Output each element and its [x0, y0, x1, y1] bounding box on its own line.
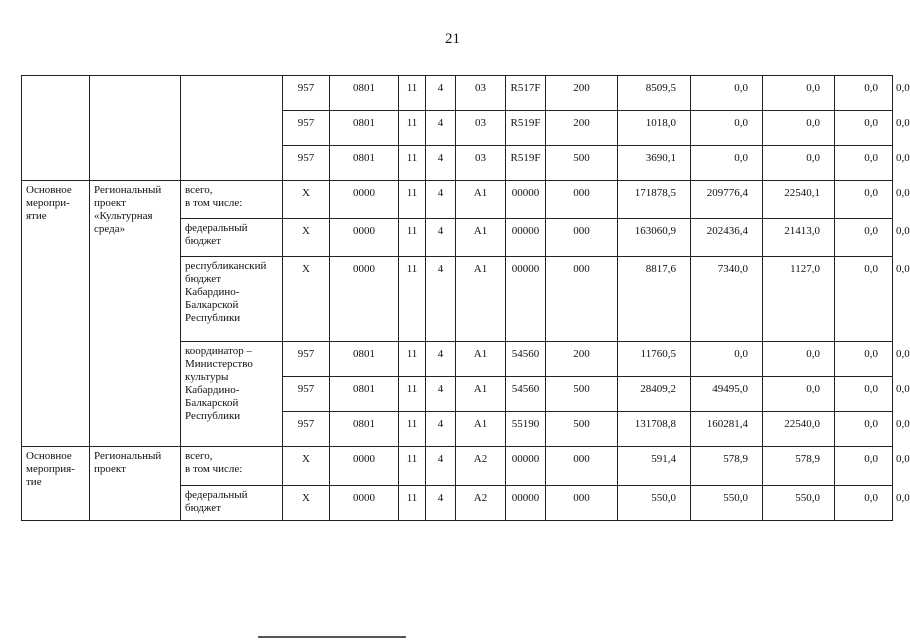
target-item-cell: 55190: [506, 412, 546, 447]
sum-year4-cell: 0,0: [835, 219, 893, 257]
grbs-cell: X: [283, 257, 330, 342]
sum-year2-cell: 7340,0: [691, 257, 763, 342]
sum-year1-cell: 163060,9: [618, 219, 691, 257]
table-row: Основное мероприя- тие Региональный проект всего, в том числе: X 0000 11 4 A2 00000 000 591,4 578,9 578,9 0,0 0,0: [22, 447, 893, 486]
sum-year2-cell: 202436,4: [691, 219, 763, 257]
target-item-cell: 00000: [506, 447, 546, 486]
source-label: федеральный бюджет: [181, 219, 283, 257]
target-item-cell: R517F: [506, 76, 546, 111]
target-item-cell: 54560: [506, 377, 546, 412]
sum-year4-cell: 0,0: [835, 76, 893, 111]
subprogram-cell: 4: [426, 146, 456, 181]
sum-year1-cell: 11760,5: [618, 342, 691, 377]
bottom-rule: [258, 636, 406, 638]
grbs-cell: 957: [283, 146, 330, 181]
budget-table: [21, 75, 910, 521]
grbs-cell: X: [283, 447, 330, 486]
sum-year2-cell: 550,0: [691, 486, 763, 521]
sum-year3-cell: 1127,0: [763, 257, 835, 342]
activity-cell-empty: [22, 76, 90, 181]
subprogram-cell: 4: [426, 76, 456, 111]
event-code-cell: 03: [456, 76, 506, 111]
sum-year4-cell: 0,0: [835, 377, 893, 412]
sum-year3-cell: 0,0: [763, 146, 835, 181]
sum-year3-cell: 0,0: [763, 111, 835, 146]
section-cell: 0801: [330, 111, 399, 146]
section-cell: 0801: [330, 377, 399, 412]
sum-year1-cell: 591,4: [618, 447, 691, 486]
sum-year2-cell: 0,0: [691, 111, 763, 146]
event-code-cell: A1: [456, 412, 506, 447]
sum-year4-cell: 0,0: [835, 447, 893, 486]
section-cell: 0000: [330, 257, 399, 342]
program-cell: 11: [399, 257, 426, 342]
sum-year4-cell: 0,0: [835, 146, 893, 181]
source-label: федеральный бюджет: [181, 486, 283, 521]
expense-type-cell: 200: [546, 111, 618, 146]
subprogram-cell: 4: [426, 377, 456, 412]
subprogram-cell: 4: [426, 486, 456, 521]
sum-year2-cell: 49495,0: [691, 377, 763, 412]
section-cell: 0801: [330, 412, 399, 447]
subprogram-cell: 4: [426, 111, 456, 146]
target-item-cell: 00000: [506, 257, 546, 342]
sum-year1-cell: 3690,1: [618, 146, 691, 181]
source-cell-empty: [181, 76, 283, 181]
table-row: 957 0801 11 4 A1 54560 500 28409,2 49495,0 0,0 0,0 0,0: [22, 377, 893, 412]
subprogram-cell: 4: [426, 219, 456, 257]
table-row: координатор – Министерство культуры Кабардино- Балкарской Республики 957 0801 11 4 A1 54560 200 11760,5 0,0 0,0 0,0 0,0: [22, 342, 893, 377]
grbs-cell: 957: [283, 377, 330, 412]
activity-label: Основное мероприя- тие: [22, 447, 90, 521]
expense-type-cell: 500: [546, 377, 618, 412]
sum-year4-cell: 0,0: [835, 412, 893, 447]
sum-year3-cell: 22540,1: [763, 181, 835, 219]
table-row: республиканский бюджет Кабардино- Балкарской Республики X 0000 11 4 A1 00000 000 8817,6 7340,0 1127,0 0,0 0,0: [22, 257, 893, 342]
table-row: 957 0801 11 4 03 R519F 500 3690,1 0,0 0,0 0,0 0,0: [22, 146, 893, 181]
target-item-cell: 00000: [506, 486, 546, 521]
subprogram-cell: 4: [426, 412, 456, 447]
expense-type-cell: 000: [546, 181, 618, 219]
project-label: Региональный проект: [90, 447, 181, 521]
program-cell: 11: [399, 412, 426, 447]
table-row: 957 0801 11 4 03 R519F 200 1018,0 0,0 0,0 0,0 0,0: [22, 111, 893, 146]
sum-year4-cell: 0,0: [835, 181, 893, 219]
sum-year1-cell: 28409,2: [618, 377, 691, 412]
section-cell: 0000: [330, 181, 399, 219]
project-label: Региональный проект «Культурная среда»: [90, 181, 181, 447]
sum-year1-cell: 8817,6: [618, 257, 691, 342]
program-cell: 11: [399, 181, 426, 219]
sum-year3-cell: 0,0: [763, 377, 835, 412]
sum-year3-cell: 21413,0: [763, 219, 835, 257]
event-code-cell: 03: [456, 111, 506, 146]
expense-type-cell: 500: [546, 146, 618, 181]
section-cell: 0000: [330, 447, 399, 486]
sum-year1-cell: 1018,0: [618, 111, 691, 146]
sum-year4-cell: 0,0: [835, 257, 893, 342]
sum-year2-cell: 209776,4: [691, 181, 763, 219]
grbs-cell: X: [283, 181, 330, 219]
target-item-cell: R519F: [506, 111, 546, 146]
subprogram-cell: 4: [426, 181, 456, 219]
section-cell: 0801: [330, 146, 399, 181]
event-code-cell: A1: [456, 181, 506, 219]
project-cell-empty: [90, 76, 181, 181]
sum-year1-cell: 131708,8: [618, 412, 691, 447]
expense-type-cell: 000: [546, 486, 618, 521]
section-cell: 0000: [330, 219, 399, 257]
table-row: федеральный бюджет X 0000 11 4 A2 00000 000 550,0 550,0 550,0 0,0 0,0: [22, 486, 893, 521]
event-code-cell: A1: [456, 257, 506, 342]
expense-type-cell: 000: [546, 257, 618, 342]
sum-year4-cell: 0,0: [835, 111, 893, 146]
expense-type-cell: 200: [546, 342, 618, 377]
event-code-cell: A2: [456, 486, 506, 521]
program-cell: 11: [399, 76, 426, 111]
target-item-cell: 54560: [506, 342, 546, 377]
program-cell: 11: [399, 486, 426, 521]
sum-year4-cell: 0,0: [835, 486, 893, 521]
grbs-cell: 957: [283, 111, 330, 146]
event-code-cell: A1: [456, 219, 506, 257]
source-label: всего, в том числе:: [181, 181, 283, 219]
table-row: Основное меропри- ятие Региональный проект «Культурная среда» всего, в том числе: X 0000 11 4 A1 00000 000 171878,5 209776,4 22540,1 0,0 0,0: [22, 181, 893, 219]
target-item-cell: 00000: [506, 181, 546, 219]
expense-type-cell: 000: [546, 219, 618, 257]
sum-year3-cell: 0,0: [763, 342, 835, 377]
event-code-cell: 03: [456, 146, 506, 181]
program-cell: 11: [399, 219, 426, 257]
expense-type-cell: 000: [546, 447, 618, 486]
sum-year3-cell: 550,0: [763, 486, 835, 521]
event-code-cell: A1: [456, 342, 506, 377]
expense-type-cell: 500: [546, 412, 618, 447]
program-cell: 11: [399, 146, 426, 181]
sum-year3-cell: 22540,0: [763, 412, 835, 447]
sum-year2-cell: 0,0: [691, 146, 763, 181]
program-cell: 11: [399, 111, 426, 146]
sum-year2-cell: 578,9: [691, 447, 763, 486]
sum-year1-cell: 8509,5: [618, 76, 691, 111]
grbs-cell: 957: [283, 76, 330, 111]
subprogram-cell: 4: [426, 342, 456, 377]
sum-year1-cell: 550,0: [618, 486, 691, 521]
page-number: 21: [445, 31, 460, 47]
grbs-cell: 957: [283, 342, 330, 377]
sum-year1-cell: 171878,5: [618, 181, 691, 219]
sum-year3-cell: 578,9: [763, 447, 835, 486]
sum-year3-cell: 0,0: [763, 76, 835, 111]
program-cell: 11: [399, 447, 426, 486]
source-label: всего, в том числе:: [181, 447, 283, 486]
sum-year4-cell: 0,0: [835, 342, 893, 377]
program-cell: 11: [399, 377, 426, 412]
subprogram-cell: 4: [426, 447, 456, 486]
source-label: координатор – Министерство культуры Кабардино- Балкарской Республики: [181, 342, 283, 447]
sum-year2-cell: 160281,4: [691, 412, 763, 447]
sum-year2-cell: 0,0: [691, 76, 763, 111]
subprogram-cell: 4: [426, 257, 456, 342]
grbs-cell: X: [283, 219, 330, 257]
grbs-cell: 957: [283, 412, 330, 447]
section-cell: 0801: [330, 342, 399, 377]
target-item-cell: 00000: [506, 219, 546, 257]
program-cell: 11: [399, 342, 426, 377]
table-row: федеральный бюджет X 0000 11 4 A1 00000 000 163060,9 202436,4 21413,0 0,0 0,0: [22, 219, 893, 257]
target-item-cell: R519F: [506, 146, 546, 181]
expense-type-cell: 200: [546, 76, 618, 111]
event-code-cell: A1: [456, 377, 506, 412]
table-row: 957 0801 11 4 03 R517F 200 8509,5 0,0 0,0 0,0 0,0: [22, 76, 893, 111]
activity-label: Основное меропри- ятие: [22, 181, 90, 447]
event-code-cell: A2: [456, 447, 506, 486]
grbs-cell: X: [283, 486, 330, 521]
source-label: республиканский бюджет Кабардино- Балкарской Республики: [181, 257, 283, 342]
sum-year2-cell: 0,0: [691, 342, 763, 377]
section-cell: 0000: [330, 486, 399, 521]
section-cell: 0801: [330, 76, 399, 111]
table-row: 957 0801 11 4 A1 55190 500 131708,8 160281,4 22540,0 0,0 0,0: [22, 412, 893, 447]
